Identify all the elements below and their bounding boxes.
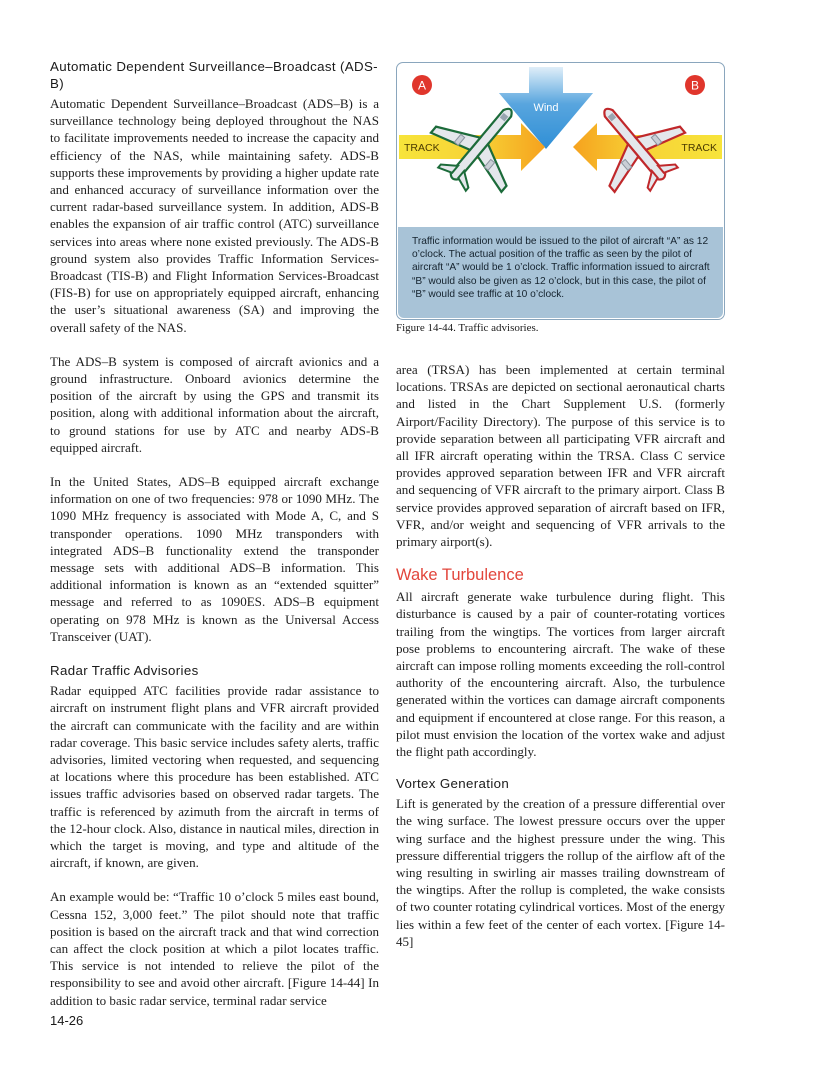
figure-illustration bbox=[397, 63, 724, 227]
adsb-heading: Automatic Dependent Surveillance–Broadcast (ADS-B) bbox=[50, 59, 378, 91]
trsa-paragraph: area (TRSA) has been implemented at certain terminal locations. TRSAs are depicted on sectional aeronautical charts and listed in the Chart Supplement U.S. (formerly Airport/Facility Directory). The purpose of this service is to provide separation between all participating VFR aircraft and all IFR aircraft operating within the TRSA. Class C service provides approved separation between IFR and VFR aircraft and sequencing of VFR aircraft to the primary airport. Class B service provides approved separation of aircraft based on IFR, VFR, and/or weight and sequencing of VFR arrivals to the primary airport(s). bbox=[396, 362, 725, 550]
adsb-paragraph-2: The ADS–B system is composed of aircraft avionics and a ground infrastructure. Onboard avionics determine the position of the aircraft by using the GPS and transmit its position, along with additional information about the aircraft, to ground stations for use by ATC and nearby ADS-B equipped aircraft. bbox=[50, 353, 379, 455]
track-label-right: TRACK bbox=[681, 142, 717, 154]
adsb-paragraph-3: In the United States, ADS–B equipped aircraft exchange information on one of two frequencies: 978 or 1090 MHz. The 1090 MHz frequency is associated with Mode A, C, and S transponder operations. 1090 MHz transponders with integrated ADS–B functionality extend the transponder message sets with additional ADS–B information. This additional information is known as an “extended squitter” message and referred to as 1090ES. ADS–B equipment operating on 978 MHz is known as the Universal Access Transceiver (UAT). bbox=[50, 474, 379, 644]
left-column bbox=[50, 58, 379, 1009]
figure-label: Figure 14-44. Traffic advisories. bbox=[396, 322, 539, 334]
radar-paragraph-2: An example would be: “Traffic 10 o’clock 5 miles east bound, Cessna 152, 3,000 feet.” The pilot should note that traffic position is based on the aircraft track and that wind correction can affect the clock position at which a pilot locates traffic. This service is not intended to relieve the pilot of the responsibility to see and avoid other aircraft. [Figure 14-44] In addition to basic radar service, terminal radar service bbox=[50, 889, 379, 1008]
page-number: 14-26 bbox=[50, 1013, 84, 1028]
wind-label: Wind bbox=[533, 102, 559, 114]
traffic-advisories-figure bbox=[396, 62, 725, 320]
wake-turbulence-heading: Wake Turbulence bbox=[396, 566, 524, 585]
track-label-left: TRACK bbox=[404, 142, 440, 154]
vortex-generation-paragraph: Lift is generated by the creation of a pressure differential over the wing surface. The lowest pressure occurs over the upper wing surface and the highest pressure under the wing. This pressure differential triggers the rollup of the airflow aft of the wing resulting in swirling air masses trailing downstream of the wingtips. After the rollup is completed, the wake consists of two counter rotating cylindrical vortices. Most of the energy lies within a few feet of the center of each vortex. [Figure 14-45] bbox=[396, 796, 725, 949]
aircraft-b-label: B bbox=[690, 78, 700, 93]
aircraft-a-label: A bbox=[417, 78, 427, 93]
figure-caption-box bbox=[398, 227, 723, 318]
radar-heading: Radar Traffic Advisories bbox=[50, 663, 199, 679]
right-column bbox=[396, 361, 725, 950]
figure-caption-text: Traffic information would be issued to the pilot of aircraft “A” as 12 o’clock. The actual position of the traffic as seen by the pilot of aircraft “A” would be 1 o’clock. Traffic information issued to aircraft “B” would also be given as 12 o’clock, but in this case, the pilot of “B” would see traffic at 10 o’clock. bbox=[412, 236, 710, 300]
radar-paragraph-1: Radar equipped ATC facilities provide radar assistance to aircraft on instrument flight plans and VFR aircraft provided the aircraft can communicate with the facility and are within radar coverage. This basic service includes safety alerts, traffic advisories, limited vectoring when requested, and sequencing at locations where this procedure has been established. ATC issues traffic advisories based on observed radar targets. The traffic is referenced by azimuth from the aircraft in terms of the 12-hour clock. Also, distance in nautical miles, direction in which the target is moving, and type and altitude of the aircraft, if known, are given. bbox=[50, 683, 379, 871]
vortex-generation-heading: Vortex Generation bbox=[396, 776, 510, 792]
adsb-paragraph-1: Automatic Dependent Surveillance–Broadcast (ADS–B) is a surveillance technology being deployed throughout the NAS to facilitate improvements needed to increase the capacity and efficiency of the NAS, while maintaining safety. ADS-B supports these improvements by providing a higher update rate and enhanced accuracy of surveillance information over the current radar-based surveillance system. In addition, ADS-B enables the expansion of air traffic control (ATC) surveillance services into areas where none existed previously. The ADS-B ground system also provides Traffic Information Services-Broadcast (TIS-B) and Flight Information Services-Broadcast (FIS-B) for use on appropriately equipped aircraft, enhancing the user’s situational awareness (SA) and improving the overall safety of the NAS. bbox=[50, 96, 379, 335]
wake-turbulence-paragraph: All aircraft generate wake turbulence during flight. This disturbance is caused by a pair of counter-rotating vortices trailing from the wingtips. The vortices from larger aircraft pose problems to encountering aircraft. The wake of these aircraft can impose rolling moments exceeding the roll-control authority of the encountering aircraft. Also, the turbulence generated within the vortices can damage aircraft components and equipment if encountered at close range. For this reason, a pilot must envision the location of the vortex wake and adjust the flight path accordingly. bbox=[396, 589, 725, 760]
